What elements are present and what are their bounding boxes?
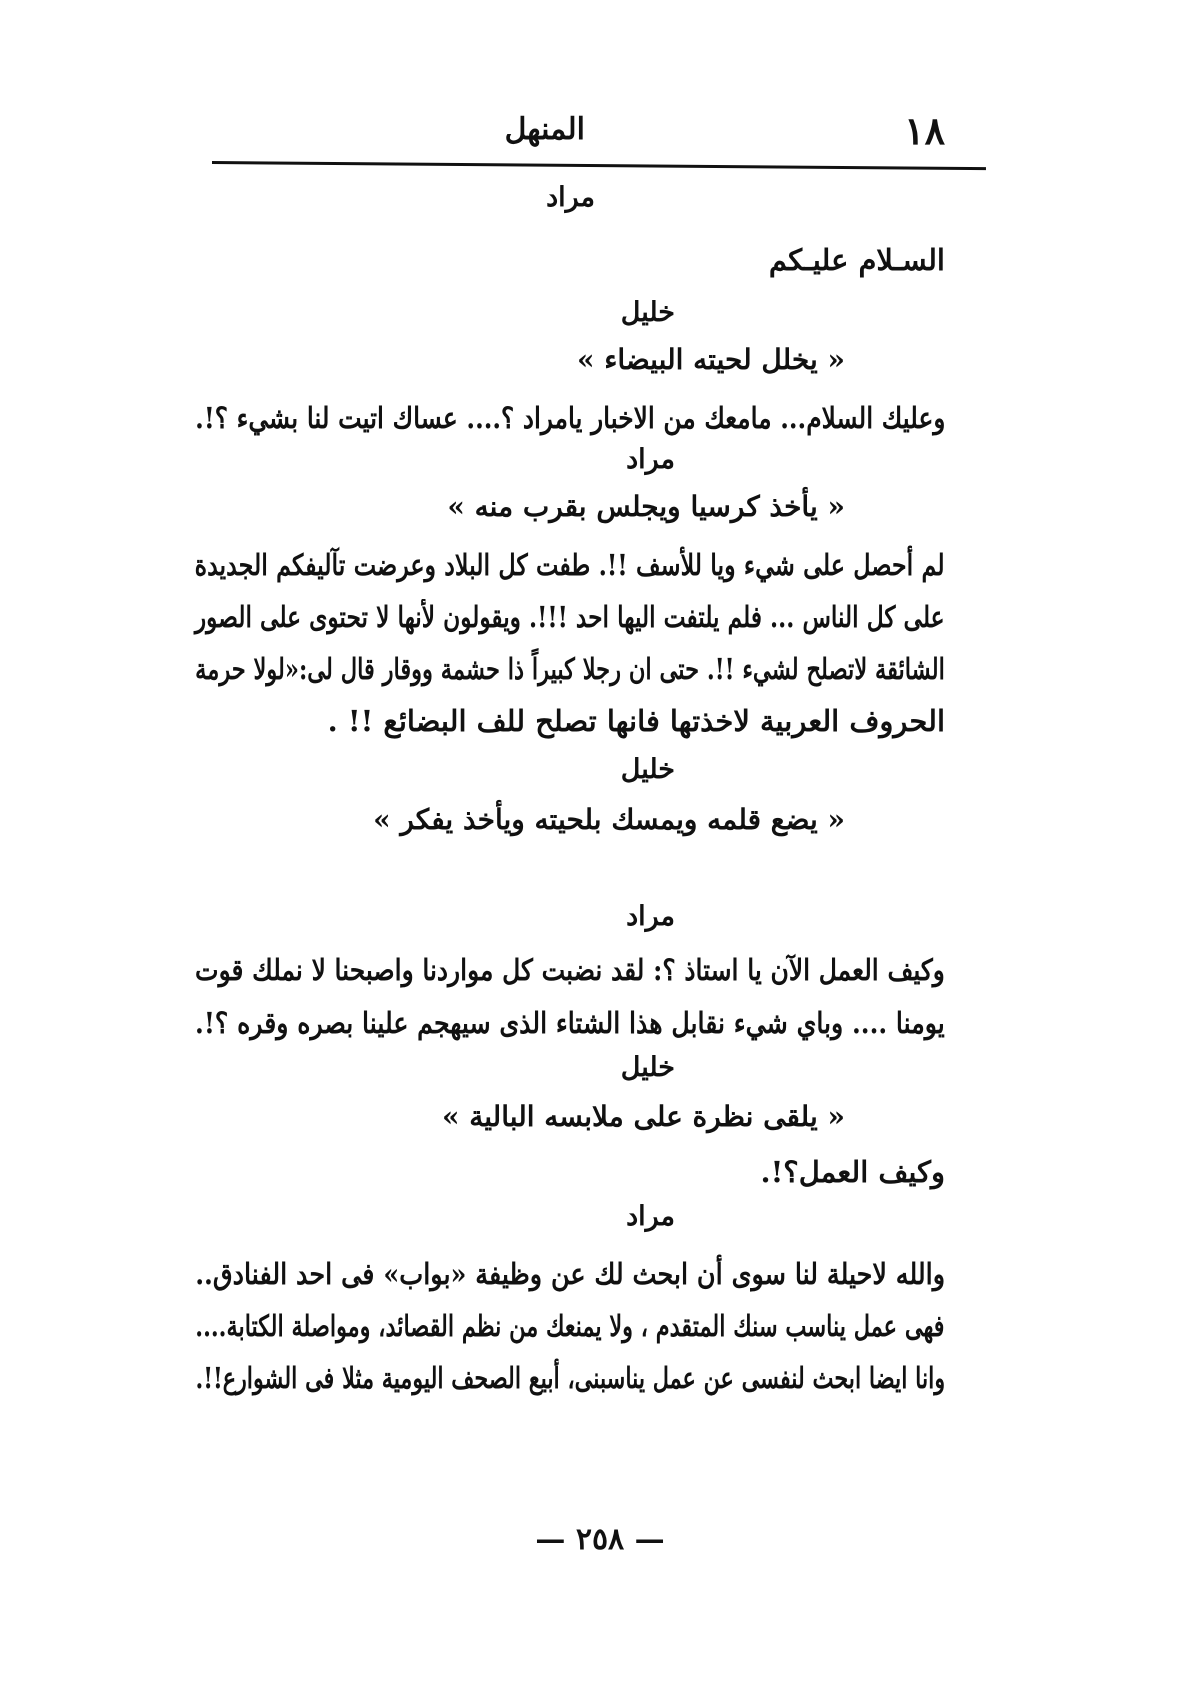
page-number: ١٨ xyxy=(904,108,945,153)
dialogue-line: السـلام عليـكم xyxy=(768,243,945,277)
dialogue-line: على كل الناس ... فلم يلتفت اليها احد !!!. ويقولون لأنها لا تحتوى على الصور xyxy=(195,600,945,634)
dialogue-line: فهى عمل يناسب سنك المتقدم ، ولا يمنعك من نظم القصائد، ومواصلة الكتابة.... xyxy=(195,1309,945,1343)
speaker-name: مراد xyxy=(626,444,675,475)
dialogue-line: يومنا .... وباي شيء نقابل هذا الشتاء الذى سيهجم علينا بصره وقره ؟!. xyxy=(195,1006,945,1040)
speaker-name: مراد xyxy=(546,182,595,213)
dialogue-line: وعليك السلام... مامعك من الاخبار يامراد ؟.... عساك اتيت لنا بشيء ؟!. xyxy=(194,401,945,435)
journal-title: المنهل xyxy=(504,112,585,147)
dialogue-line: الشائقة لاتصلح لشيء !!. حتى ان رجلا كبيراً ذا حشمة ووقار قال لى:«لولا حرمة xyxy=(195,652,945,686)
dialogue-line: الحروف العربية لاخذتها فانها تصلح للف البضائع !! . xyxy=(327,704,945,738)
header-divider xyxy=(212,161,986,170)
speaker-name: خليل xyxy=(620,1052,675,1083)
stage-direction: « يأخذ كرسيا ويجلس بقرب منه » xyxy=(447,490,845,523)
stage-direction: « يلقى نظرة على ملابسه البالية » xyxy=(441,1100,845,1133)
stage-direction: « يخلل لحيته البيضاء » xyxy=(576,343,845,376)
stage-direction: « يضع قلمه ويمسك بلحيته ويأخذ يفكر » xyxy=(373,803,845,836)
dialogue-line: وكيف العمل؟!. xyxy=(760,1155,945,1189)
dialogue-line: والله لاحيلة لنا سوى أن ابحث لك عن وظيفة «بواب» فى احد الفنادق.. xyxy=(195,1257,945,1291)
speaker-name: خليل xyxy=(620,297,675,328)
speaker-name: خليل xyxy=(620,754,675,785)
page-folio: — ٢٥٨ — xyxy=(535,1522,665,1557)
page-header xyxy=(215,108,945,158)
dialogue-line: وكيف العمل الآن يا استاذ ؟: لقد نضبت كل مواردنا واصبحنا لا نملك قوت xyxy=(195,953,945,987)
speaker-name: مراد xyxy=(626,1201,675,1232)
dialogue-line: لم أحصل على شيء ويا للأسف !!. طفت كل البلاد وعرضت تآليفكم الجديدة xyxy=(195,548,945,582)
dialogue-line: وانا ايضا ابحث لنفسى عن عمل يناسبنى، أبيع الصحف اليومية مثلا فى الشوارع!!. xyxy=(195,1361,945,1395)
speaker-name: مراد xyxy=(626,901,675,932)
